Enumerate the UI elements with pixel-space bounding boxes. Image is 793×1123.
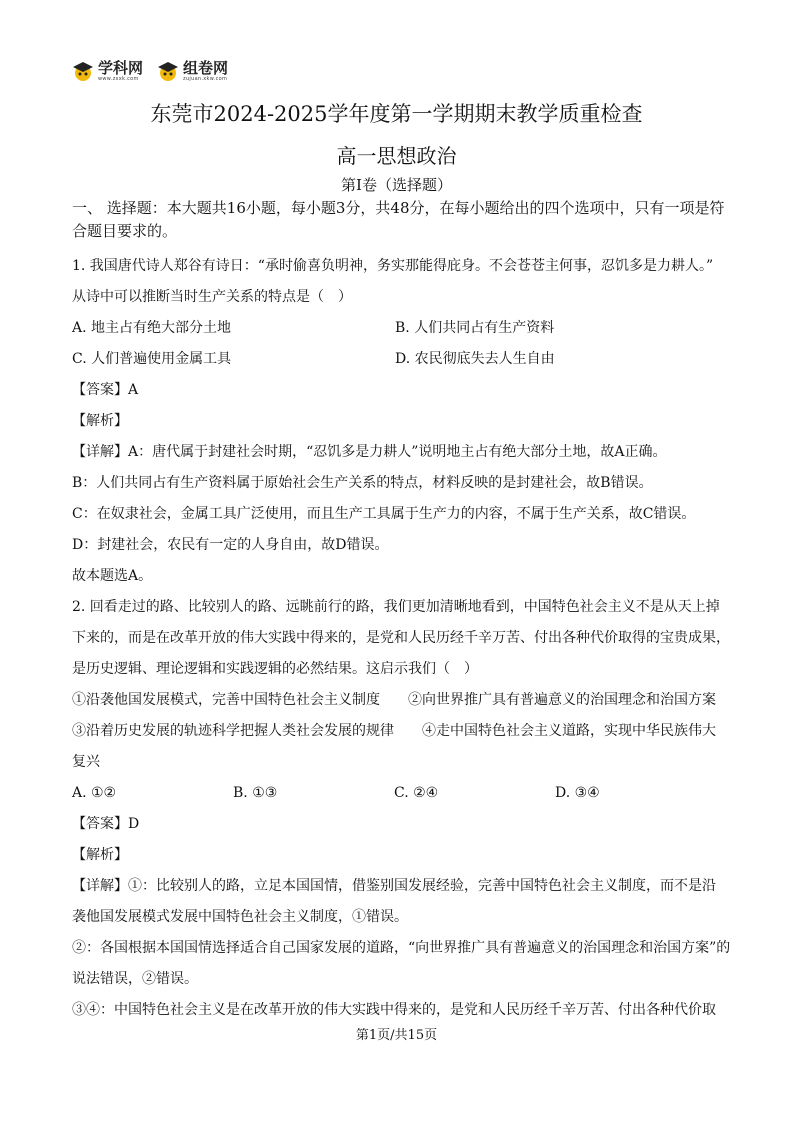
- q1-detail-line: C：在奴隶社会，金属工具广泛使用，而且生产工具属于生产力的内容，不属于生产关系，故C错误。: [72, 506, 696, 522]
- q1-option-c: C. 人们普遍使用金属工具: [72, 351, 232, 367]
- q1-answer: 【答案】A: [72, 382, 139, 398]
- q1-detail-line: D：封建社会，农民有一定的人身自由，故D错误。: [72, 537, 389, 553]
- logo-name: 组卷网: [183, 59, 229, 77]
- q2-detail-line: 【详解】①：比较别人的路，立足本国国情，借鉴别国发展经验，完善中国特色社会主义制度，而不是沿: [72, 878, 716, 894]
- q1-option-b: B. 人们共同占有生产资料: [395, 320, 555, 336]
- exam-title: 东莞市2024-2025学年度第一学期期末教学质重检查: [150, 102, 643, 126]
- page-content: [72, 197, 732, 1026]
- q1-option-d: D. 农民彻底失去人生自由: [395, 351, 555, 367]
- q1-analysis-tag: 【解析】: [72, 413, 128, 429]
- q1-stem-line: 1. 我国唐代诗人郑谷有诗日：“承时偷喜负明神，务实那能得庇身。不会苍苍主何事，忍饥多是力耕人。”: [72, 258, 714, 274]
- q2-detail-line: 说法错误，②错误。: [72, 971, 198, 987]
- xuekewang-logo: [72, 60, 143, 82]
- q1-stem-line: 从诗中可以推断当时生产关系的特点是（ ）: [72, 289, 352, 305]
- q1-conclusion: 故本题选A。: [72, 568, 153, 584]
- q2-option-a: A. ①②: [72, 785, 117, 801]
- q2-options: [72, 778, 732, 809]
- q2-detail-line: 袭他国发展模式发展中国特色社会主义制度，①错误。: [72, 909, 408, 925]
- q1-options: [72, 313, 732, 375]
- section-heading: 第Ⅰ卷（选择题）: [341, 176, 452, 194]
- q2-stem-line: 2. 回看走过的路、比较别人的路、远眺前行的路，我们更加清晰地看到，中国特色社会主义不是从天上掉: [72, 599, 720, 615]
- logo-name: 学科网: [98, 59, 144, 77]
- q1-detail-line: 【详解】A：唐代属于封建社会时期，“忍饥多是力耕人”说明地主占有绝大部分土地，故A正确。: [72, 444, 667, 460]
- page-number: 第1页/共15页: [355, 1028, 438, 1043]
- instructions: 一、 选择题：本大题共16小题，每小题3分，共48分，在每小题给出的四个选项中，只有一项是符合题目要求的。: [72, 199, 725, 240]
- q2-stem-line: 是历史逻辑、理论逻辑和实践逻辑的必然结果。这启示我们（ ）: [72, 661, 478, 677]
- zujuanwang-logo: [157, 60, 228, 82]
- q2-answer: 【答案】D: [72, 816, 140, 832]
- q2-detail-line: ③④：中国特色社会主义是在改革开放的伟大实践中得来的，是党和人民历经千辛万苦、付出各种代价取: [72, 1002, 716, 1018]
- q1-option-a: A. 地主占有绝大部分土地: [72, 320, 232, 336]
- q2-statement-line: ③沿着历史发展的轨迹科学把握人类社会发展的规律 ④走中国特色社会主义道路，实现中华民族伟大: [72, 723, 716, 739]
- q2-option-c: C. ②④: [394, 785, 439, 801]
- graduation-cap-icon: [72, 60, 94, 82]
- q2-option-d: D. ③④: [555, 785, 600, 801]
- graduation-cap-icon: [157, 60, 179, 82]
- q2-analysis-tag: 【解析】: [72, 847, 128, 863]
- q1-detail-line: B：人们共同占有生产资料属于原始社会生产关系的特点，材料反映的是封建社会，故B错误。: [72, 475, 653, 491]
- logo-url: zujuan.xkw.com: [183, 76, 228, 82]
- logo-url: www.zxxk.com: [98, 76, 139, 82]
- exam-subtitle: 高一思想政治: [336, 144, 457, 168]
- q2-statement-line: ①沿袭他国发展模式，完善中国特色社会主义制度 ②向世界推广具有普遍意义的治国理念和治国方案: [72, 692, 716, 708]
- q2-stem-line: 下来的，而是在改革开放的伟大实践中得来的，是党和人民历经千辛万苦、付出各种代价取得的宝贵成果，: [72, 630, 730, 646]
- q2-statement-line: 复兴: [72, 754, 100, 770]
- logo-bar: [72, 60, 228, 82]
- q2-detail-line: ②：各国根据本国国情选择适合自己国家发展的道路，“向世界推广具有普遍意义的治国理念和治国方案”的: [72, 940, 731, 956]
- q2-option-b: B. ①③: [233, 785, 278, 801]
